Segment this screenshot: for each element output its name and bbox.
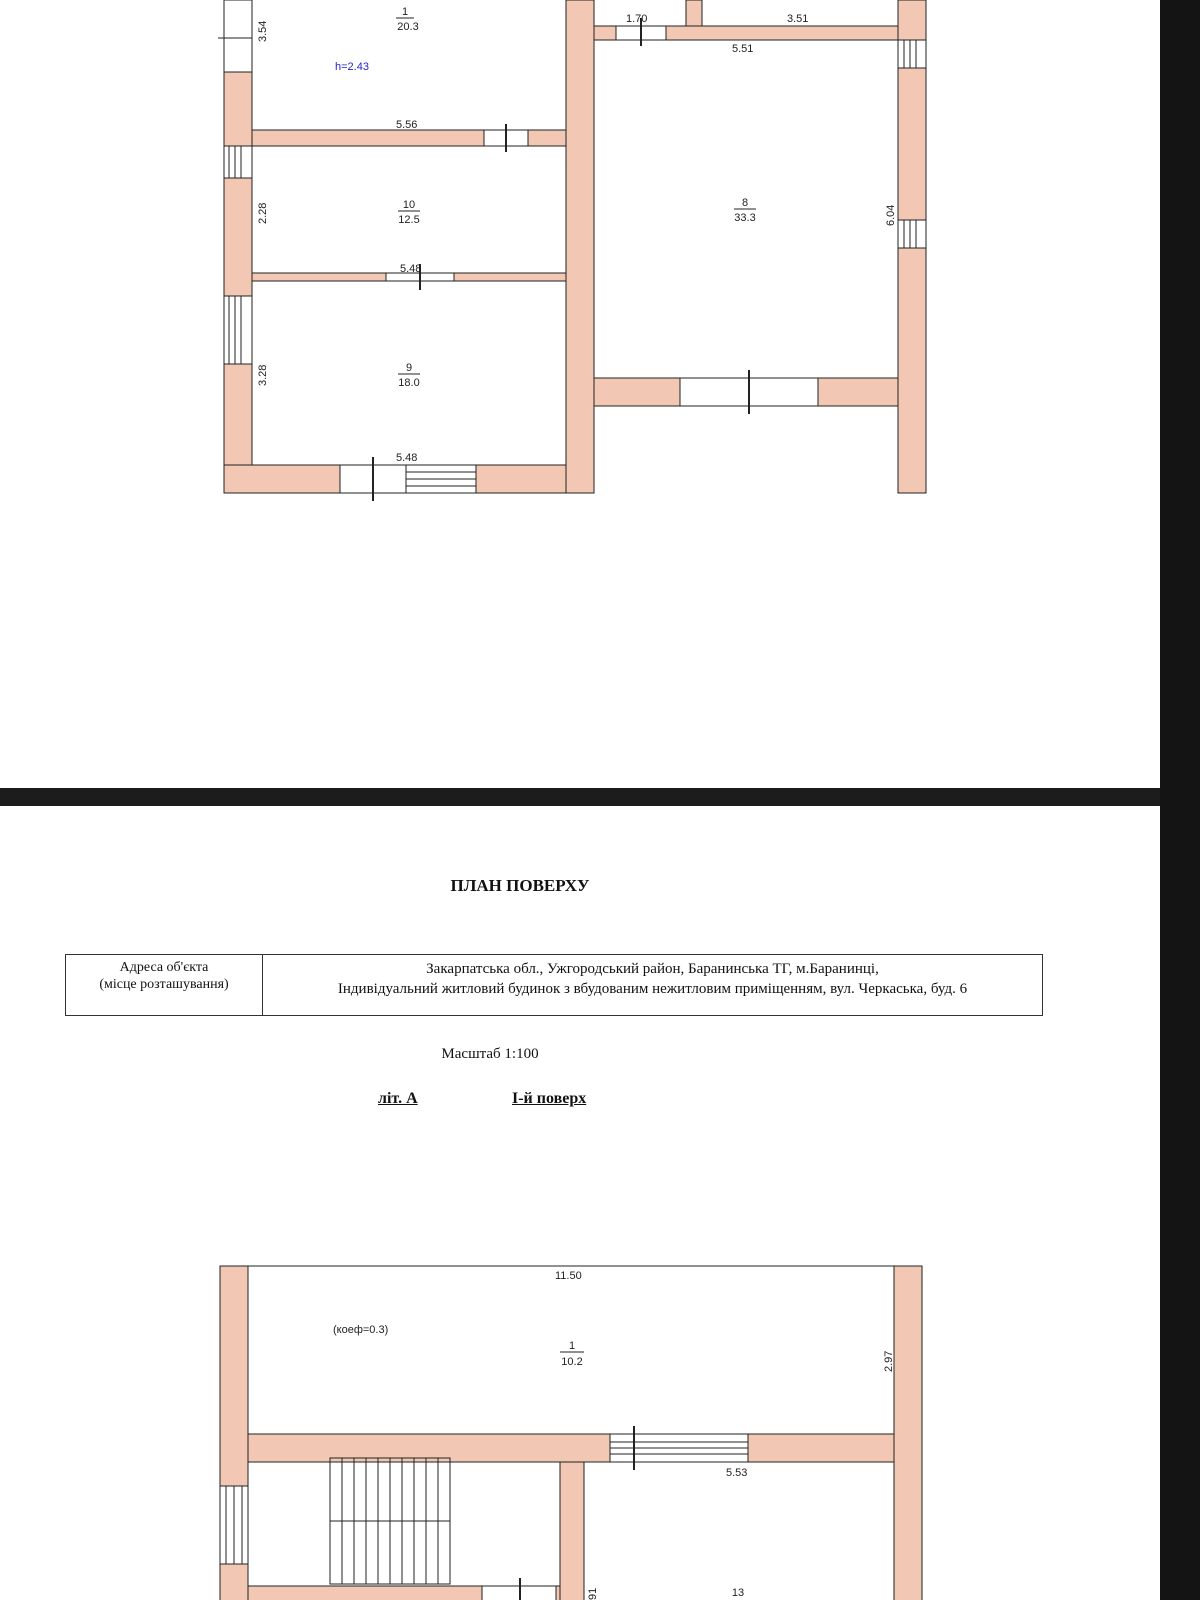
svg-text:18.0: 18.0 — [398, 377, 420, 389]
wall — [894, 1266, 922, 1600]
wall — [560, 1462, 584, 1600]
address-line: Закарпатська обл., Ужгородський район, Баранинська ТГ, м.Баранинці, — [426, 961, 879, 977]
wall — [224, 0, 252, 493]
document-page-bottom — [0, 806, 1160, 1600]
svg-text:10.2: 10.2 — [561, 1356, 583, 1368]
dimension-label: 6.04 — [885, 204, 897, 226]
dimension-label: 11.50 — [555, 1270, 582, 1282]
page-separator — [0, 788, 1160, 806]
svg-text:13: 13 — [731, 1587, 745, 1599]
window — [224, 296, 252, 364]
ceiling-height-label: h=2.43 — [335, 61, 369, 73]
svg-text:20.3: 20.3 — [397, 21, 419, 33]
svg-text:33.3: 33.3 — [734, 212, 756, 224]
dimension-label: 2.28 — [257, 202, 269, 224]
dimension-label: 2.97 — [883, 1350, 895, 1372]
dimension-label: 5.51 — [732, 43, 754, 55]
room-label — [396, 6, 419, 33]
address-line: Індивідуальний житловий будинок з вбудованим нежитловим приміщенням, вул. Черкаська, буд. 6 — [337, 981, 968, 997]
dimension-label: 3.51 — [787, 13, 809, 25]
wall — [686, 0, 702, 26]
dimension-label: 91 — [587, 1587, 599, 1600]
address-label: Адреса об'єкта — [119, 960, 209, 975]
dimension-label: 3.54 — [257, 20, 269, 42]
dimension-label: 5.48 — [396, 452, 418, 464]
floor-label: І-й поверх — [512, 1090, 587, 1107]
wall — [566, 0, 594, 493]
document-title: ПЛАН ПОВЕРХУ — [450, 876, 590, 895]
room-label — [734, 197, 756, 224]
window — [898, 220, 926, 248]
svg-text:12.5: 12.5 — [398, 214, 420, 226]
building-letter: літ. А — [378, 1090, 418, 1107]
room-label — [398, 362, 420, 389]
document-page-top — [0, 0, 1160, 788]
room-label — [732, 1587, 744, 1599]
svg-text:8: 8 — [741, 197, 749, 209]
window — [224, 0, 252, 72]
svg-text:10: 10 — [402, 199, 416, 211]
svg-text:9: 9 — [405, 362, 413, 374]
window-edge — [1160, 0, 1200, 1600]
dimension-label: 5.53 — [726, 1467, 748, 1479]
svg-text:1: 1 — [568, 1340, 576, 1352]
floor-plan-bottom — [0, 806, 1160, 1600]
room-label — [398, 199, 420, 226]
floor-plan-top — [0, 0, 1160, 788]
scale-label: Масштаб 1:100 — [441, 1046, 539, 1062]
window — [898, 40, 926, 68]
address-label-sub: (місце розташування) — [99, 977, 229, 992]
dimension-label: 1.70 — [626, 13, 648, 25]
stairs — [330, 1458, 450, 1584]
window — [224, 146, 252, 178]
dimension-label: 3.28 — [257, 364, 269, 386]
coefficient-label: (коеф=0.3) — [333, 1324, 389, 1336]
dimension-label: 5.48 — [400, 263, 422, 275]
svg-text:1: 1 — [401, 6, 409, 18]
dimension-label: 5.56 — [396, 119, 418, 131]
